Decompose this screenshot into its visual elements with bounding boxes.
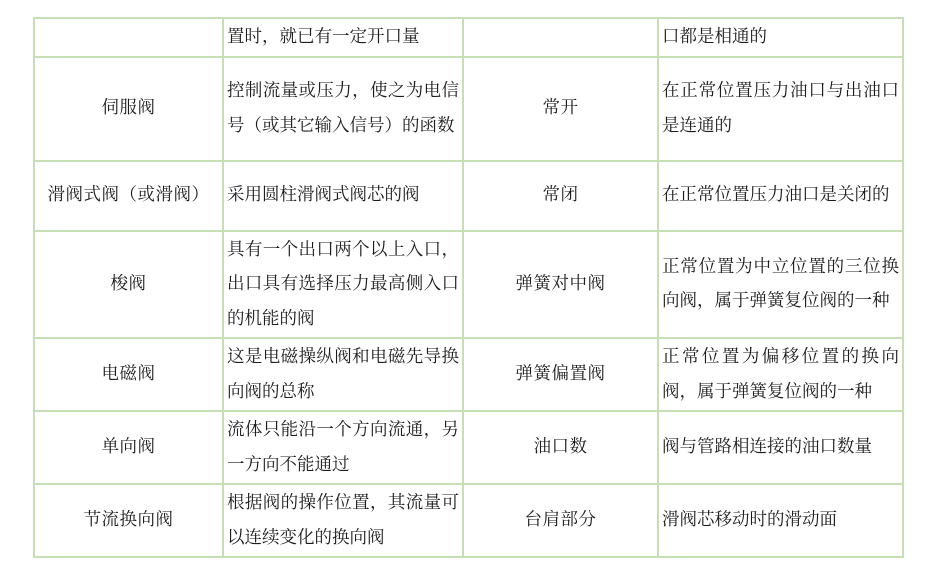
definition-cell: 具有一个出口两个以上入口，出口具有选择压力最高侧入口的机能的阀: [223, 231, 463, 339]
term-cell: 常开: [463, 57, 658, 161]
definition-cell: 在正常位置压力油口是关闭的: [658, 161, 903, 231]
definition-cell: 阀与管路相连接的油口数量: [658, 411, 903, 484]
glossary-table: [33, 17, 904, 558]
term-cell: 台肩部分: [463, 484, 658, 557]
term-cell: 单向阀: [34, 411, 223, 484]
term-cell: [463, 18, 658, 57]
table-row: [34, 411, 903, 484]
term-cell: 弹簧偏置阀: [463, 338, 658, 411]
term-cell: 常闭: [463, 161, 658, 231]
table-row: [34, 484, 903, 557]
term-cell: 节流换向阀: [34, 484, 223, 557]
term-cell: 伺服阀: [34, 57, 223, 161]
term-cell: 电磁阀: [34, 338, 223, 411]
term-cell: 滑阀式阀（或滑阀）: [34, 161, 223, 231]
term-cell: 梭阀: [34, 231, 223, 339]
term-cell: [34, 18, 223, 57]
definition-cell: 控制流量或压力，使之为电信号（或其它输入信号）的函数: [223, 57, 463, 161]
definition-cell: 置时，就已有一定开口量: [223, 18, 463, 57]
definition-cell: 采用圆柱滑阀式阀芯的阀: [223, 161, 463, 231]
table-row: [34, 231, 903, 339]
term-cell: 油口数: [463, 411, 658, 484]
table-row: [34, 57, 903, 161]
table-row: [34, 338, 903, 411]
definition-cell: 流体只能沿一个方向流通，另一方向不能通过: [223, 411, 463, 484]
table-row: [34, 161, 903, 231]
definition-cell: 滑阀芯移动时的滑动面: [658, 484, 903, 557]
definition-cell: 口都是相通的: [658, 18, 903, 57]
definition-cell: 在正常位置压力油口与出油口是连通的: [658, 57, 903, 161]
definition-cell: 正常位置为偏移位置的换向阀，属于弹簧复位阀的一种: [658, 338, 903, 411]
term-cell: 弹簧对中阀: [463, 231, 658, 339]
table-row: [34, 18, 903, 57]
definition-cell: 这是电磁操纵阀和电磁先导换向阀的总称: [223, 338, 463, 411]
definition-cell: 正常位置为中立位置的三位换向阀，属于弹簧复位阀的一种: [658, 231, 903, 339]
definition-cell: 根据阀的操作位置，其流量可以连续变化的换向阀: [223, 484, 463, 557]
